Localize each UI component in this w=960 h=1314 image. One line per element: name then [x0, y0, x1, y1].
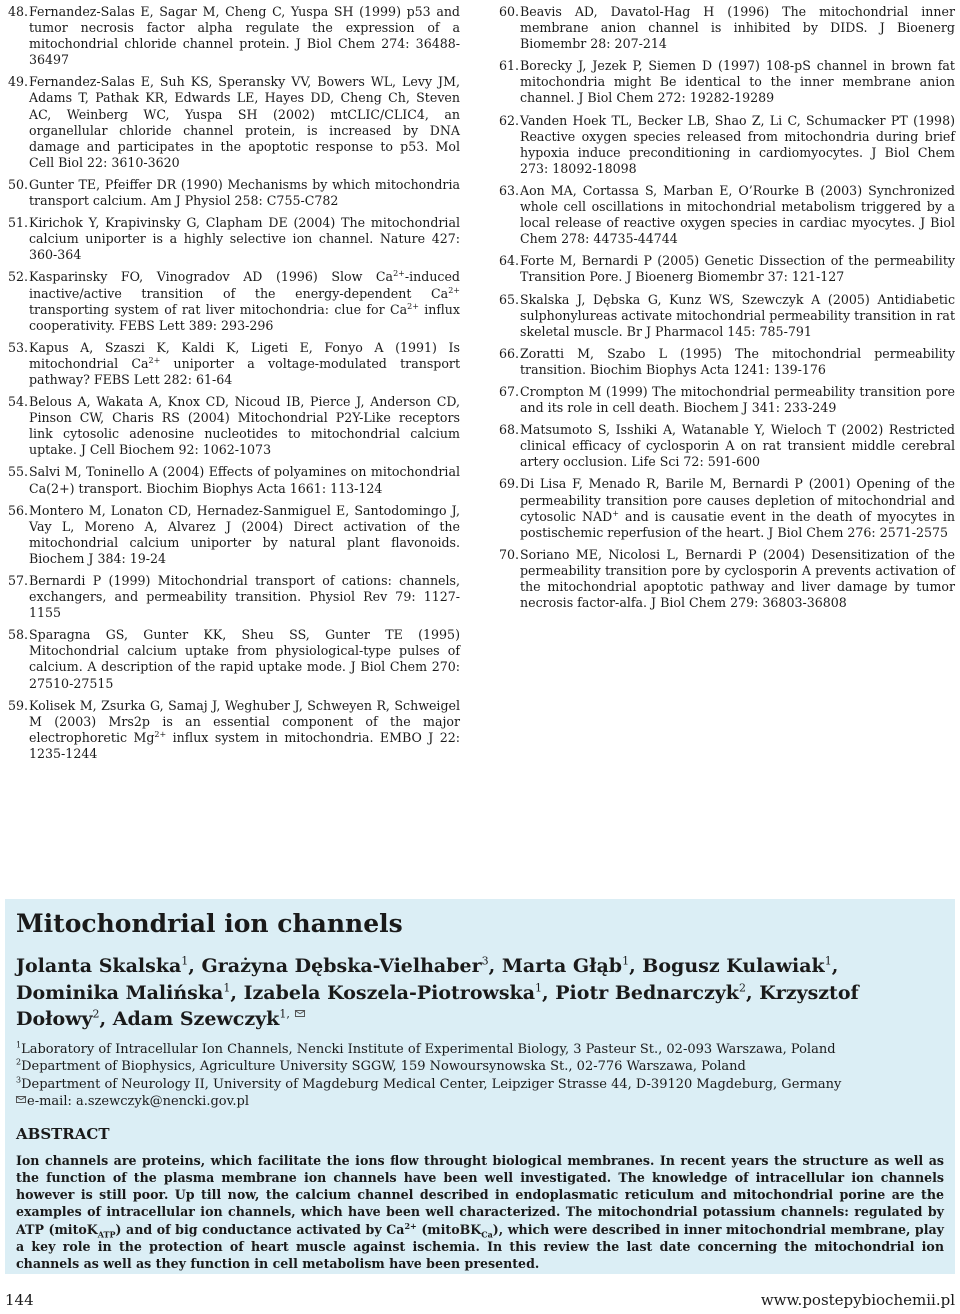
- text-run: Gunter TE, Pfeiffer DR (1990) Mechanisms by which mitochondria transport calcium. Am J Physiol 258: C755-C782: [29, 176, 460, 209]
- page-footer: [5, 1288, 955, 1312]
- reference-text: [520, 292, 955, 340]
- author-affiliation-mark: 2: [92, 1007, 100, 1021]
- text-run: influx system in mitochondria. EMBO J 22: 1235-1244: [29, 729, 460, 761]
- reference-text: [520, 384, 955, 416]
- reference-text: [29, 573, 460, 621]
- reference-item: [8, 340, 460, 388]
- text-run: -induced inactive/active transition of the energy-dependent Ca: [29, 269, 460, 301]
- text-run: Vanden Hoek TL, Becker LB, Shao Z, Li C, Schumacker PT (1998) Reactive oxygen species released from mitochondria during brief hypoxia induce preconditioning in cardiomyocytes. J Biol Chem 273: 18092-18098: [520, 112, 955, 176]
- reference-number: 60.: [499, 4, 520, 19]
- reference-item: [499, 346, 955, 378]
- reference-number: 70.: [499, 546, 520, 562]
- reference-number: 51.: [8, 215, 29, 231]
- author-affiliation-mark: 2: [738, 981, 746, 995]
- superscript: 2+: [404, 1220, 417, 1231]
- reference-text: [29, 627, 460, 691]
- text-run: Belous A, Wakata A, Knox CD, Nicoud IB, Pierce J, Anderson CD, Pinson CW, Charis RS (2004) Mitochondrial P2Y-Like receptors link cytosolic adenosine nucleotides to mitochondrial calcium uptake. J Cell Biochem 92: 1062-1073: [29, 394, 460, 458]
- reference-number: 64.: [499, 253, 520, 269]
- text-run: influx cooperativity. FEBS Lett 389: 293-296: [29, 301, 460, 333]
- reference-item: [499, 4, 955, 52]
- reference-text: [29, 698, 460, 762]
- reference-number: 65.: [499, 291, 520, 307]
- references-left-column: [8, 4, 460, 768]
- affiliation: [16, 1041, 944, 1059]
- reference-item: [8, 464, 460, 496]
- reference-number: 63.: [499, 182, 520, 198]
- reference-number: 58.: [8, 627, 29, 643]
- author-list: Jolanta Skalska$^1$, Grażyna Dębska-Vielhaber$^3$, Marta Głąb$^1$, Bogusz Kulawiak$^1$, Dominika Malińska$^1$, Izabela Koszela-Piotrowska$^1$, Piotr Bednarczyk$^2$, Krzysztof Dołowy$^2$, Adam Szewczyk$^{1,}$: [16, 954, 859, 1030]
- text-run: Fernandez-Salas E, Suh KS, Speransky VV, Bowers WL, Levy JM, Adams T, Pathak KR, Edwards LE, Hayes DD, Cheng Ch, Steven AC, Weinberg WC, Yuspa SH (2002) mtCLIC/CLIC4, an organellular chloride channel protein, is increased by DNA damage and participates in the apoptotic response to p53. Mol Cell Biol 22: 3610-3620: [29, 74, 460, 170]
- reference-number: 62.: [499, 112, 520, 128]
- reference-item: [499, 253, 955, 285]
- superscript: 2+: [148, 355, 161, 365]
- reference-item: [8, 627, 460, 691]
- text-run: Borecky J, Jezek P, Siemen D (1997) 108-pS channel in brown fat mitochondria might Be identical to the inner membrane anion channel. J Biol Chem 272: 19282-19289: [520, 58, 955, 106]
- reference-item: [499, 113, 955, 177]
- affiliation-mark: 3: [16, 1075, 22, 1085]
- text-run: Montero M, Lonaton CD, Hernadez-Sanmiguel E, Santodomingo J, Vay L, Moreno A, Alvarez J (2004) Direct activation of the mitochondrial calcium uniporter by natural plant flavonoids. Biochem J 384: 19-24: [29, 502, 460, 566]
- reference-text: [29, 464, 460, 496]
- text-run: Skalska J, Dębska G, Kunz WS, Szewczyk A (2005) Antidiabetic sulphonylureas activate mitochondrial permeability transition in rat skeletal muscle. Br J Pharmacol 145: 785-791: [520, 291, 955, 339]
- reference-number: 54.: [8, 394, 29, 410]
- text-run: Kasparinsky FO, Vinogradov AD (1996) Slow Ca: [29, 269, 394, 285]
- reference-item: [8, 698, 460, 762]
- reference-text: [520, 183, 955, 247]
- author-name: Marta Głąb: [501, 955, 623, 977]
- envelope-icon: [16, 1096, 26, 1103]
- text-run: Beavis AD, Davatol-Hag H (1996) The mitochondrial inner membrane anion channel is inhibited by DIDS. J Bioenerg Biomembr 28: 207-214: [520, 4, 955, 52]
- subscript: ATP: [97, 1229, 116, 1240]
- reference-item: [499, 384, 955, 416]
- text-run: Crompton M (1999) The mitochondrial permeability transition pore and its role in cell death. Biochem J 341: 233-249: [520, 383, 955, 416]
- affiliation-text: Department of Biophysics, Agriculture University SGGW, 159 Nowoursynowska St., 02-776 Warszawa, Poland: [21, 1059, 746, 1075]
- reference-number: 53.: [8, 339, 29, 355]
- author-affiliation-mark: 1,: [279, 1007, 290, 1021]
- abstract-heading: ABSTRACT: [16, 1124, 110, 1143]
- reference-item: [8, 177, 460, 209]
- reference-item: [8, 74, 460, 171]
- email-line: [16, 1093, 944, 1111]
- email-text: e-mail: a.szewczyk@nencki.gov.pl: [27, 1094, 250, 1110]
- text-run: (mitoBK: [416, 1221, 482, 1237]
- reference-number: 48.: [8, 4, 29, 19]
- journal-website: www.postepybiochemii.pl: [760, 1291, 955, 1309]
- reference-number: 68.: [499, 422, 520, 438]
- superscript: 2+: [154, 729, 167, 739]
- affiliation-text: Laboratory of Intracellular Ion Channels, Nencki Institute of Experimental Biology, 3 Pasteur St., 02-093 Warszawa, Poland: [21, 1041, 836, 1057]
- reference-number: 61.: [499, 58, 520, 74]
- author-affiliation-mark: 3: [481, 954, 489, 968]
- author-name: Jolanta Skalska: [16, 955, 182, 977]
- reference-number: 50.: [8, 176, 29, 192]
- text-run: Soriano ME, Nicolosi L, Bernardi P (2004) Desensitization of the permeability transition pore by cyclosporin A prevents activation of the mitochondrial apoptotic pathway and liver damage by tumor necrosis factor-alfa. J Biol Chem 279: 36803-36808: [520, 546, 955, 611]
- text-run: Salvi M, Toninello A (2004) Effects of polyamines on mitochondrial Ca(2+) transport. Biochim Biophys Acta 1661: 113-124: [29, 464, 460, 496]
- text-run: Aon MA, Cortassa S, Marban E, O’Rourke B (2003) Synchronized whole cell oscillations in mitochondrial metabolism triggered by a local release of reactive oxygen species in cardiac myocytes. J Biol Chem 278: 44735-44744: [520, 182, 955, 247]
- reference-text: [520, 253, 955, 285]
- superscript: 2+: [393, 269, 405, 279]
- reference-item: [499, 292, 955, 340]
- reference-text: [29, 340, 460, 388]
- text-run: ) and of big conductance activated by Ca: [115, 1221, 405, 1237]
- author-name: Adam Szewczyk: [112, 1008, 280, 1030]
- affiliation: [16, 1076, 944, 1094]
- reference-number: 66.: [499, 345, 520, 361]
- text-run: Di Lisa F, Menado R, Barile M, Bernardi P (2001) Opening of the permeability transition pore causes depletion of mitochondrial and cytosolic NAD: [520, 476, 955, 524]
- text-run: ), which were described in inner mitochondrial membrane, play a key role in the protection of heart muscle against ischemia. In this review the last date concerning the mitochondrial ion channels as well as they function in cell metabolism have been presented.: [16, 1221, 944, 1272]
- author-name: Dominika Malińska: [16, 981, 224, 1004]
- article-header-box: [5, 899, 955, 1274]
- reference-text: [29, 4, 460, 68]
- author-affiliation-mark: 1: [223, 981, 231, 995]
- text-run: Zoratti M, Szabo L (1995) The mitochondrial permeability transition. Biochim Biophys Acta 1241: 139-176: [520, 345, 955, 377]
- text-run: Kolisek M, Zsurka G, Samaj J, Weghuber J, Schweyen R, Schweigel M (2003) Mrs2p is an essential component of the major electrophoretic Mg: [29, 697, 460, 745]
- author-affiliation-mark: 1: [622, 954, 630, 968]
- reference-number: 67.: [499, 383, 520, 399]
- reference-text: [520, 4, 955, 52]
- reference-text: [520, 58, 955, 106]
- author-name: Bogusz Kulawiak: [642, 955, 825, 977]
- reference-item: [8, 394, 460, 458]
- reference-item: [499, 547, 955, 611]
- superscript: 2+: [407, 301, 419, 311]
- affiliation: [16, 1058, 944, 1076]
- author-name: Grażyna Dębska-Vielhaber: [201, 955, 482, 977]
- text-run: Kirichok Y, Krapivinsky G, Clapham DE (2004) The mitochondrial calcium uniporter is a highly selective ion channel. Nature 427: 360-364: [29, 215, 460, 263]
- reference-item: [8, 4, 460, 68]
- reference-number: 59.: [8, 697, 29, 713]
- reference-item: [499, 422, 955, 470]
- reference-text: [520, 476, 955, 540]
- text-run: Forte M, Bernardi P (2005) Genetic Dissection of the permeability Transition Pore. J Bioenerg Biomembr 37: 121-127: [520, 253, 955, 285]
- reference-text: [29, 215, 460, 263]
- affiliation-mark: 2: [16, 1057, 22, 1067]
- reference-item: [8, 269, 460, 333]
- text-run: uniporter a voltage-modulated transport pathway? FEBS Lett 282: 61-64: [29, 355, 461, 387]
- subscript: Ca: [481, 1229, 493, 1240]
- reference-number: 69.: [499, 476, 520, 492]
- text-run: and is causatie event in the death of myocytes in postischemic reperfusion of the heart. J Biol Chem 276: 2571-2575: [520, 508, 955, 540]
- text-run: Fernandez-Salas E, Sagar M, Cheng C, Yuspa SH (1999) p53 and tumor necrosis factor alpha regulate the expression of a mitochondrial chloride channel protein. J Biol Chem 274: 36488-36497: [29, 4, 460, 68]
- author-name: Krzysztof Dołowy: [16, 981, 859, 1030]
- author-affiliation-mark: 1: [181, 954, 189, 968]
- reference-text: [29, 394, 460, 458]
- reference-item: [8, 573, 460, 621]
- reference-number: 55.: [8, 464, 29, 480]
- references-right-column: [499, 4, 955, 617]
- text-run: transporting system of rat liver mitochondria: clue for Ca: [29, 301, 408, 317]
- reference-number: 57.: [8, 573, 29, 588]
- text-run: Kapus A, Szaszi K, Kaldi K, Ligeti E, Fonyo A (1991) Is mitochondrial Ca: [29, 339, 460, 371]
- reference-text: [29, 269, 460, 333]
- abstract-text: [16, 1152, 944, 1272]
- author-name: Izabela Koszela-Piotrowska: [243, 981, 536, 1004]
- page-number: 144: [5, 1291, 34, 1309]
- text-run: Sparagna GS, Gunter KK, Sheu SS, Gunter TE (1995) Mitochondrial calcium uptake from physiological-type pulses of calcium. A description of the rapid uptake mode. J Biol Chem 270: 27510-27515: [29, 627, 460, 691]
- reference-number: 52.: [8, 269, 29, 285]
- affiliation-mark: 1: [16, 1040, 22, 1050]
- reference-number: 56.: [8, 502, 29, 518]
- reference-text: [520, 547, 955, 611]
- envelope-icon: [295, 1010, 305, 1017]
- superscript: +: [612, 508, 619, 518]
- author-name: Piotr Bednarczyk: [555, 981, 739, 1004]
- affiliation-list: [16, 1041, 944, 1111]
- reference-text: [520, 346, 955, 378]
- reference-item: [499, 58, 955, 106]
- author-affiliation-mark: 1: [535, 981, 543, 995]
- author-affiliation-mark: 1: [824, 954, 832, 968]
- reference-text: [520, 422, 955, 470]
- text-run: Ion channels are proteins, which facilitate the ions flow throught biological membranes. In recent years the structure as well as the function of the plasma membrane ion channels have been well investigated. The knowledge of intracellular ion channels however is still poor. Up till now, the calcium channel described in endoplasmatic reticulum and mitochondrial porine are the examples of intracellular ion channels, which have been well characterized. The mitochondrial potassium channels: regulated by ATP (mitoK: [16, 1152, 944, 1237]
- text-run: Bernardi P (1999) Mitochondrial transport of cations: channels, exchangers, and permeability transition. Physiol Rev 79: 1127-1155: [29, 573, 460, 621]
- superscript: 2+: [448, 285, 460, 295]
- reference-item: [8, 503, 460, 567]
- reference-item: [499, 476, 955, 540]
- article-title: Mitochondrial ion channels: [16, 909, 403, 938]
- affiliation-text: Department of Neurology II, University of Magdeburg Medical Center, Leipziger Strasse 44, D-39120 Magdeburg, Germany: [21, 1076, 842, 1092]
- reference-text: [29, 74, 460, 171]
- reference-text: [29, 177, 460, 209]
- reference-text: [520, 113, 955, 177]
- reference-text: [29, 503, 460, 567]
- reference-item: [8, 215, 460, 263]
- text-run: Matsumoto S, Isshiki A, Watanable Y, Wieloch T (2002) Restricted clinical efficacy of cyclosporin A on rat transient middle cerebral artery occlusion. Life Sci 72: 591-600: [520, 422, 955, 470]
- reference-item: [499, 183, 955, 247]
- reference-number: 49.: [8, 74, 29, 90]
